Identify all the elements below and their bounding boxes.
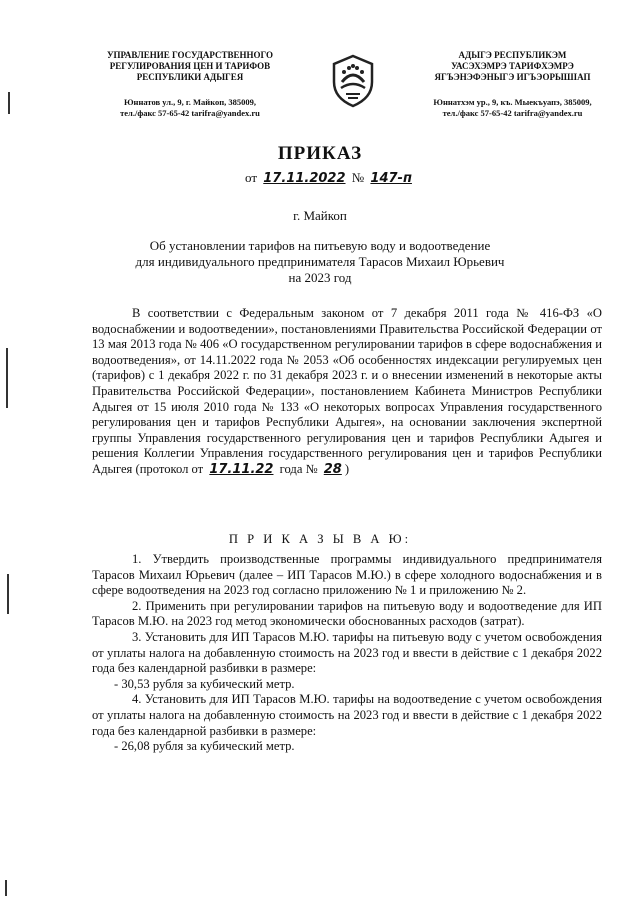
order-subject <box>110 238 530 286</box>
city: г. Майкоп <box>293 208 347 223</box>
header-left-line: РЕСПУБЛИКИ АДЫГЕЯ <box>136 72 244 82</box>
header-right-address <box>395 97 630 119</box>
header-right-line: АДЫГЭ РЕСПУБЛИКЭМ <box>458 50 567 60</box>
protocol-date: 17.11.22 <box>209 461 274 477</box>
preamble-paragraph <box>92 306 602 478</box>
subject-line: на 2023 год <box>288 270 352 285</box>
header-left-address-line: Юннатов ул., 9, г. Майкоп, 385009, <box>123 97 257 107</box>
scan-mark <box>8 92 10 114</box>
preamble-close: ) <box>344 461 350 476</box>
order-item: 1. Утвердить производственные программы индивидуального предпринимателя Тарасов Михаил Юрьевич (далее – ИП Тарасов М.Ю.) в сфере холодного водоснабжения и в сфере водоотведения на 2023 год согласно приложению № 1 и приложению № 2. <box>92 552 602 598</box>
scan-mark <box>7 574 9 614</box>
prikazyvayu-heading: П Р И К А З Ы В А Ю: <box>228 532 412 546</box>
protocol-number: 28 <box>323 461 342 477</box>
header-right-address-line: Юннатхэм ур., 9, къ. Мыекъуапэ, 385009, <box>433 97 592 107</box>
order-item: 3. Установить для ИП Тарасов М.Ю. тарифы на питьевую воду с учетом освобождения от уплаты налога на добавленную стоимость на 2023 год и ввести в действие с 1 декабря 2022 года без календарной разбивки в размере: <box>92 629 602 676</box>
header-left-address <box>70 97 310 119</box>
header-right-line: УАСЭХЭМРЭ ТАРИФХЭМРЭ <box>451 61 574 71</box>
order-date: 17.11.2022 <box>263 171 346 186</box>
header-right-line: ЯГЪЭНЭФЭНЫГЭ ИГЪЭОРЫШІАП <box>434 72 591 82</box>
number-label: № <box>351 170 365 185</box>
from-label: от <box>245 170 258 185</box>
scan-mark <box>5 880 7 896</box>
preamble-year-text: года № <box>279 461 318 476</box>
subject-line: Об установлении тарифов на питьевую воду и водоотведение <box>149 238 491 253</box>
preamble-block <box>92 306 602 478</box>
header-right-address-line: тел./факс 57-65-42 tarifra@yandex.ru <box>442 108 583 118</box>
header-left-org <box>70 50 310 119</box>
subject-line: для индивидуального предпринимателя Тарасов Михаил Юрьевич <box>135 254 505 269</box>
order-items <box>92 552 602 755</box>
scan-mark <box>6 348 8 408</box>
header-left-address-line: тел./факс 57-65-42 tarifra@yandex.ru <box>120 108 260 118</box>
coat-of-arms-emblem <box>324 52 382 110</box>
header-right-org <box>395 50 630 119</box>
document-title: ПРИКАЗ <box>277 143 363 164</box>
header-left-line: УПРАВЛЕНИЕ ГОСУДАРСТВЕННОГО <box>106 50 274 60</box>
preamble-text: В соответствии с Федеральным законом от 7 декабря 2011 года № 416-ФЗ «О водоснабжении и водоотведении», постановлениями Правительства Российской Федерации от 13 мая 2013 года № 406 «О государственном регулировании тарифов в сфере водоснабжения и водоотведения», от 14.11.2022 года № 2053 «Об особенностях индексации регулируемых цен (тарифов) с 1 декабря 2022 г. по 31 декабря 2023 г. и о внесении изменений в некоторые акты Правительства Российской Федерации», постановлением Кабинета Министров Республики Адыгея от 15 июля 2010 года № 133 «О некоторых вопросах Управления государственного регулирования цен и тарифов Республики Адыгея», на основании заключения экспертной группы Управления государственного регулирования цен и тарифов Республики Адыгея и решения Коллегии Управления государственного регулирования цен и тарифов Республики Адыгея (протокол от <box>92 306 602 476</box>
order-item: 2. Применить при регулировании тарифов на питьевую воду и водоотведение для ИП Тарасов М.Ю. на 2023 год метод экономически обоснованных расходов (затрат). <box>92 598 602 629</box>
order-item: 4. Установить для ИП Тарасов М.Ю. тарифы на водоотведение с учетом освобождения от уплаты налога на добавленную стоимость на 2023 год и ввести в действие с 1 декабря 2022 года без календарной разбивки в размере: <box>92 692 602 738</box>
order-item-rate: - 26,08 рубля за кубический метр. <box>114 739 295 754</box>
order-item-rate: - 30,53 рубля за кубический метр. <box>114 676 295 691</box>
header-left-line: РЕГУЛИРОВАНИЯ ЦЕН И ТАРИФОВ <box>109 61 271 71</box>
order-date-number-line <box>245 170 415 186</box>
order-number: 147-п <box>370 171 412 186</box>
